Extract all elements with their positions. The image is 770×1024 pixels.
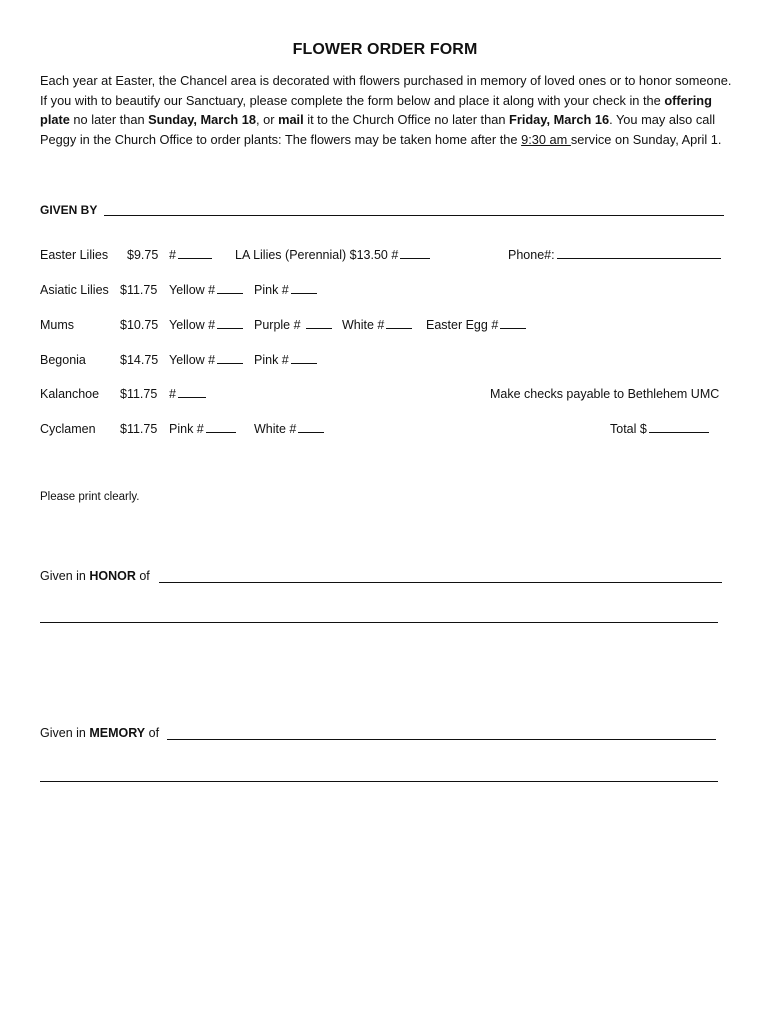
- honor-word: HONOR: [89, 569, 136, 583]
- total-label: Total $: [610, 422, 647, 436]
- flower-name-easter-lilies: Easter Lilies: [40, 248, 109, 262]
- phone-field[interactable]: [508, 248, 721, 262]
- option-label: White #: [342, 318, 385, 332]
- intro-mail: mail: [278, 112, 304, 127]
- given-by-row: [40, 203, 97, 217]
- qty-blank[interactable]: [306, 318, 332, 329]
- qty-blank[interactable]: [400, 248, 430, 259]
- honor-prefix: Given in: [40, 569, 90, 583]
- option-label: Yellow #: [169, 318, 216, 332]
- flower-name-begonia: Begonia: [40, 353, 86, 367]
- option-label: Pink #: [169, 422, 204, 436]
- phone-blank[interactable]: [557, 248, 721, 259]
- flower-name-mums: Mums: [40, 318, 75, 332]
- flower-price-begonia: $14.75: [120, 353, 159, 367]
- qty-blank[interactable]: [217, 353, 243, 364]
- memory-field-line-2[interactable]: [40, 781, 718, 782]
- honor-label: [40, 569, 150, 583]
- flower-price-asiatic-lilies: $11.75: [120, 283, 158, 297]
- checks-payable-note: Make checks payable to Bethlehem UMC: [490, 387, 720, 401]
- intro-text-6: service on Sunday, April 1.: [570, 131, 722, 147]
- flower-name-kalanchoe: Kalanchoe: [40, 387, 100, 401]
- memory-label: [40, 726, 159, 740]
- option-label: #: [169, 387, 176, 401]
- flower-price-mums: $10.75: [120, 318, 159, 332]
- flower-name-la-lilies: LA Lilies (Perennial) $13.50 #: [235, 248, 399, 262]
- memory-suffix: of: [145, 726, 160, 740]
- total-field[interactable]: [610, 422, 709, 436]
- intro-text-4: it to the Church Office no later than: [303, 112, 510, 127]
- qty-blank[interactable]: [178, 248, 212, 259]
- total-blank[interactable]: [649, 422, 709, 433]
- intro-friday-date: Friday, March 16: [509, 112, 610, 127]
- intro-sunday-date: Sunday, March 18: [148, 112, 257, 127]
- intro-text-3: , or: [256, 112, 279, 127]
- option-label: Pink #: [254, 283, 289, 297]
- la-lilies-qty[interactable]: [235, 248, 430, 262]
- intro-paragraph: [40, 71, 738, 149]
- honor-field-line-2[interactable]: [40, 622, 718, 623]
- asiatic-pink-qty[interactable]: [254, 283, 317, 297]
- easter-lilies-qty[interactable]: [169, 248, 212, 262]
- intro-offering-plate: offering plate: [40, 92, 712, 127]
- qty-blank[interactable]: [291, 283, 317, 294]
- flower-name-cyclamen: Cyclamen: [40, 422, 96, 436]
- qty-blank[interactable]: [217, 318, 243, 329]
- begonia-yellow-qty[interactable]: [169, 353, 243, 367]
- flower-price-kalanchoe: $11.75: [120, 387, 158, 401]
- qty-blank[interactable]: [291, 353, 317, 364]
- option-label: Pink #: [254, 353, 289, 367]
- form-title: FLOWER ORDER FORM: [292, 41, 478, 58]
- qty-blank[interactable]: [206, 422, 236, 433]
- kalanchoe-qty[interactable]: [169, 387, 206, 401]
- given-by-label: GIVEN BY: [40, 203, 98, 217]
- print-clearly-note: Please print clearly.: [40, 491, 140, 503]
- intro-text-5: . You may also call Peggy in the Church Office to order plants: The flowers may be taken home after the: [40, 112, 716, 147]
- qty-blank[interactable]: [217, 283, 243, 294]
- qty-blank[interactable]: [386, 318, 412, 329]
- intro-text-2: no later than: [69, 112, 149, 127]
- memory-prefix: Given in: [40, 726, 90, 740]
- honor-field[interactable]: [159, 570, 722, 583]
- option-label: Yellow #: [169, 353, 216, 367]
- mums-easter-egg-qty[interactable]: [426, 318, 526, 332]
- cyclamen-pink-qty[interactable]: [169, 422, 236, 436]
- mums-white-qty[interactable]: [342, 318, 412, 332]
- given-by-field[interactable]: [104, 203, 724, 216]
- qty-blank[interactable]: [500, 318, 526, 329]
- option-label: #: [169, 248, 176, 262]
- option-label: White #: [254, 422, 297, 436]
- begonia-pink-qty[interactable]: [254, 353, 317, 367]
- phone-label: Phone#:: [508, 248, 555, 262]
- option-label: Purple #: [254, 318, 305, 332]
- asiatic-yellow-qty[interactable]: [169, 283, 243, 297]
- option-label: Yellow #: [169, 283, 216, 297]
- intro-text-1: Each year at Easter, the Chancel area is decorated with flowers purchased in memory of loved ones or to honor someone. If you with to beautify our Sanctuary, please complete the form below and place it along with your check in the: [40, 73, 732, 108]
- memory-field[interactable]: [167, 727, 716, 740]
- flower-price-easter-lilies: $9.75: [127, 248, 159, 262]
- cyclamen-white-qty[interactable]: [254, 422, 324, 436]
- mums-yellow-qty[interactable]: [169, 318, 243, 332]
- honor-suffix: of: [135, 569, 150, 583]
- memory-word: MEMORY: [89, 726, 146, 740]
- flower-price-cyclamen: $11.75: [120, 422, 158, 436]
- qty-blank[interactable]: [298, 422, 324, 433]
- option-label: Easter Egg #: [426, 318, 499, 332]
- qty-blank[interactable]: [178, 387, 206, 398]
- mums-purple-qty[interactable]: [254, 318, 332, 332]
- intro-service-time: 9:30 am: [521, 131, 571, 147]
- flower-name-asiatic-lilies: Asiatic Lilies: [40, 283, 109, 297]
